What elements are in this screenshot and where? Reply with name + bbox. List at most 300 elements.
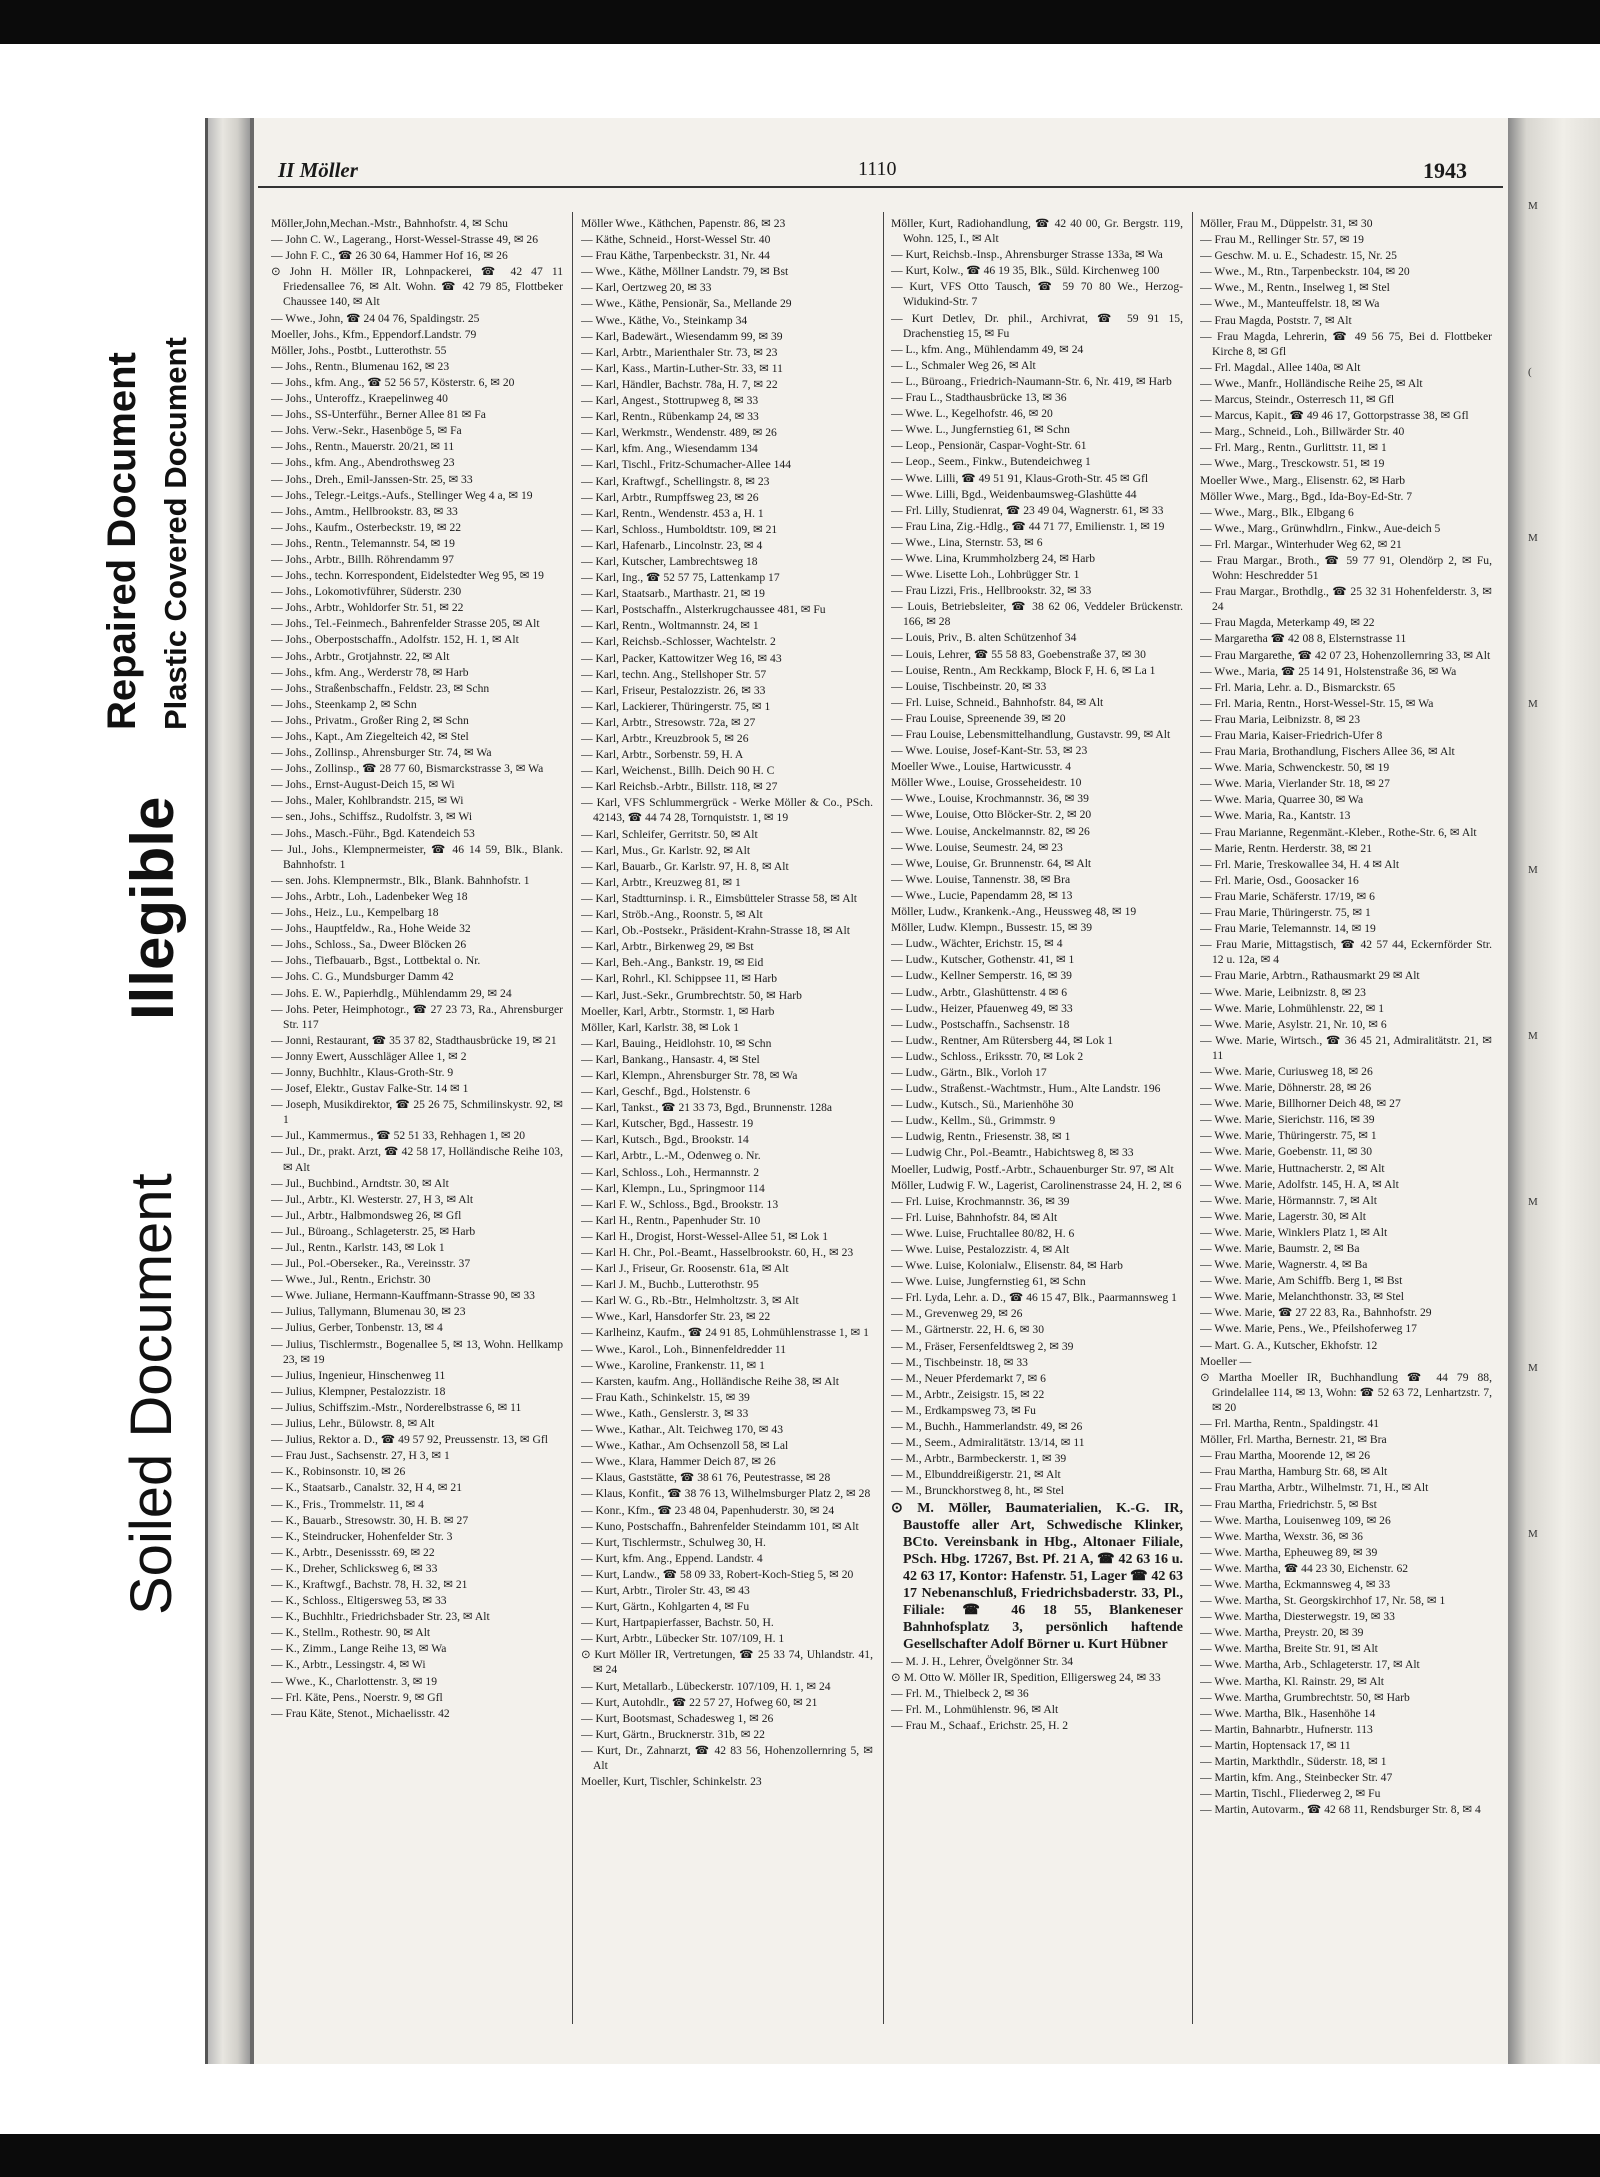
directory-entry: — Kurt, Landw., ☎ 58 09 33, Robert-Koch-Stieg 5, ✉ 20 [581,1567,854,1581]
directory-entry: — Karl, Klempn., Lu., Springmoor 114 [581,1181,765,1195]
directory-entry: — Johs., Lokomotivführer, Süderstr. 230 [271,585,462,599]
directory-entry: — Frau Lizzi, Fris., Hellbrookstr. 32, ✉ 33 [891,584,1092,598]
directory-entry: — Julius, Klempner, Pestalozzistr. 18 [271,1384,446,1398]
directory-entry: — Karl, Staatsarb., Marthastr. 21, ✉ 19 [581,587,765,601]
directory-entry: — Wwe., Lina, Sternstr. 53, ✉ 6 [891,535,1043,549]
directory-entry: — Ludw., Rentner, Am Rütersberg 44, ✉ Lok 1 [891,1033,1114,1047]
directory-entry: — M., Buchh., Hammerlandstr. 49, ✉ 26 [891,1420,1083,1434]
directory-entry: — Frl. Marie, Treskowallee 34, H. 4 ✉ Alt [1200,857,1400,871]
directory-entry: — Johs., Arbtr., Billh. Röhrendamm 97 [271,552,454,566]
directory-entry: — Johs., Amtm., Hellbrookstr. 83, ✉ 33 [271,504,458,518]
directory-entry: — Wwe., Käthe, Möllner Landstr. 79, ✉ Bst [581,265,789,279]
directory-entry: Möller, Johs., Postbt., Lutterothstr. 55 [271,343,447,357]
directory-entry: — Karl, Bauing., Heidlohstr. 10, ✉ Schn [581,1036,772,1050]
directory-entry: Möller Wwe., Marg., Bgd., Ida-Boy-Ed-Str. 7 [1200,489,1413,503]
directory-entry: — Wwe. Marie, Curiusweg 18, ✉ 26 [1200,1064,1373,1078]
directory-entry: — Ludw., Arbtr., Glashüttenstr. 4 ✉ 6 [891,985,1068,999]
directory-entry: — K., Steindrucker, Hohenfelder Str. 3 [271,1529,453,1543]
directory-entry: — Wwe. Luise, Pestalozzistr. 4, ✉ Alt [891,1243,1070,1256]
directory-entry: — Karl, Tischl., Fritz-Schumacher-Allee 144 [581,458,792,472]
directory-entry: — Julius, Schiffszim.-Mstr., Norderelbstrasse 6, ✉ 11 [271,1400,522,1414]
directory-entry: — Wwe. Marie, Winklers Platz 1, ✉ Alt [1200,1225,1388,1239]
directory-entry: — L., Schmaler Weg 26, ✉ Alt [891,358,1036,372]
fragment-letter: M [1528,1528,1538,1540]
directory-entry: — Karl, Reichsb.-Schlosser, Wachtelstr. 2 [581,635,776,649]
directory-entry: — Karl W. G., Rb.-Btr., Helmholtzstr. 3, ✉ Alt [581,1294,799,1308]
directory-entry: — Wwe. Martha, Blk., Hasenhöhe 14 [1200,1706,1376,1720]
directory-entry: — Karl, Rentn., Rübenkamp 24, ✉ 33 [581,410,759,424]
directory-entry: — Frau Maria, Kaiser-Friedrich-Ufer 8 [1200,729,1383,742]
directory-entry: — Karl, techn. Ang., Stellshoper Str. 57 [581,667,767,681]
directory-entry: — Karl, Tankst., ☎ 21 33 73, Bgd., Brunnenstr. 128a [581,1101,833,1115]
directory-entry: — Karl J. M., Buchb., Lutterothstr. 95 [581,1278,759,1292]
directory-entry: — M., Gärtnerstr. 22, H. 6, ✉ 30 [891,1323,1045,1337]
directory-entry: — Wwe. Marie, Wagnerstr. 4, ✉ Ba [1200,1258,1368,1272]
directory-entry: — Johs., kfm. Ang., Abendrothsweg 23 [271,456,455,470]
directory-entry: — M., Brunckhorstweg 8, ht., ✉ Stel [891,1484,1064,1498]
directory-entry: — Johs., Telegr.-Leitgs.-Aufs., Stellinger Weg 4 a, ✉ 19 [271,488,533,502]
directory-entry: — Karl, Lackierer, Thüringerstr. 75, ✉ 1 [581,699,771,713]
directory-entry: — Frl. M., Thielbeck 2, ✉ 36 [891,1686,1029,1700]
directory-entry: — Karl, Ströb.-Ang., Roonstr. 5, ✉ Alt [581,908,763,922]
directory-entry: — M., Fräser, Fersenfeldtsweg 2, ✉ 39 [891,1339,1074,1353]
directory-column-2 [581,216,873,2026]
directory-entry: — Frl. Käte, Pens., Noerstr. 9, ✉ Gfl [271,1690,443,1704]
directory-entry: — Martin, Markthdlr., Süderstr. 18, ✉ 1 [1200,1755,1387,1768]
directory-entry: — Wwe. Luise, Fruchtallee 80/82, H. 6 [891,1226,1075,1240]
directory-entry: — Kuno, Postschaffn., Bahrenfelder Steindamm 101, ✉ Alt [581,1519,859,1533]
directory-entry: — Karl, Arbtr., Sorbenstr. 59, H. A [581,748,744,762]
directory-entry: — Martin, Hoptensack 17, ✉ 11 [1200,1738,1351,1752]
directory-entry: — Jul., Pol.-Oberseker., Ra., Vereinsstr. 37 [271,1257,471,1271]
directory-entry: — Karl F. W., Schloss., Bgd., Brookstr. 13 [581,1197,779,1211]
directory-entry: — K., Robinsonstr. 10, ✉ 26 [271,1465,406,1479]
directory-entry: — Martin, Bahnarbtr., Hufnerstr. 113 [1200,1722,1373,1736]
directory-entry: — Johs., Unteroffz., Kraepelinweg 40 [271,392,448,406]
directory-entry: — Karl, Kass., Martin-Luther-Str. 33, ✉ 11 [581,361,783,375]
directory-entry: — Karl, Bankang., Hansastr. 4, ✉ Stel [581,1052,760,1066]
directory-entry: — Wwe., Manfr., Holländische Reihe 25, ✉ Alt [1200,376,1423,390]
directory-entry: — Karl, Kutscher, Lambrechtsweg 18 [581,554,758,568]
directory-entry: — Karl, Hafenarb., Lincolnstr. 23, ✉ 4 [581,538,763,552]
directory-entry: — Josef, Elektr., Gustav Falke-Str. 14 ✉ 1 [271,1082,469,1096]
directory-entry: — Wwe., K., Charlottenstr. 3, ✉ 19 [271,1674,437,1688]
header-page-number: 1110 [858,158,897,180]
directory-entry: — Karl, Kutsch., Bgd., Brookstr. 14 [581,1133,749,1147]
directory-entry: Moeller, Karl, Arbtr., Stormstr. 1, ✉ Harb [581,1004,775,1018]
directory-entry: — Frau Marie, Schäferstr. 17/19, ✉ 6 [1200,889,1375,903]
fragment-letter: M [1528,864,1538,876]
directory-entry: — Frau Louise, Spreenende 39, ✉ 20 [891,711,1066,725]
directory-entry: — Johs., Hauptfeldw., Ra., Hohe Weide 32 [271,922,471,936]
directory-entry: — Karl H. Chr., Pol.-Beamt., Hasselbrookstr. 60, H., ✉ 23 [581,1246,854,1259]
directory-entry: — Frau Margar., Broth., ☎ 59 77 91, Olendörp 2, ✉ Fu, Wohn: Heschredder 51 [1200,553,1492,583]
directory-entry: — Johs., Rentn., Telemannstr. 54, ✉ 19 [271,536,455,550]
directory-entry: — Ludw., Straßenst.-Wachtmstr., Hum., Alte Landstr. 196 [891,1082,1161,1096]
directory-entry: — Frl. Margar., Winterhuder Weg 62, ✉ 21 [1200,537,1402,551]
directory-entry: — Karl, Arbtr., Marienthaler Str. 73, ✉ 23 [581,345,778,359]
directory-entry: — Frau Maria, Leibnizstr. 8, ✉ 23 [1200,712,1361,726]
directory-entry: — Johs. Peter, Heimphotogr., ☎ 27 23 73, Ra., Ahrensburger Str. 117 [271,1002,563,1031]
directory-entry: — Wwe. Marie, Döhnerstr. 28, ✉ 26 [1200,1081,1372,1095]
directory-entry: — Ludwig, Rentn., Friesenstr. 38, ✉ 1 [891,1130,1071,1144]
directory-entry: — K., Buchhltr., Friedrichsbader Str. 23, ✉ Alt [271,1610,490,1624]
directory-entry: — Frl. Marg., Rentn., Gurlittstr. 11, ✉ 1 [1200,441,1387,455]
directory-entry: Möller, Ludwig F. W., Lagerist, Carolinenstrasse 24, H. 2, ✉ 6 [891,1178,1182,1192]
directory-entry: — K., Schloss., Eltigersweg 53, ✉ 33 [271,1594,447,1608]
directory-entry: — Johs., Dreh., Emil-Janssen-Str. 25, ✉ 33 [271,472,473,486]
fragment-letter: M [1528,1196,1538,1208]
directory-entry: Moeller Wwe., Louise, Hartwicusstr. 4 [891,760,1072,774]
label-repaired-document: Repaired Document [100,352,144,730]
directory-entry: — Frau Marie, Arbtrn., Rathausmarkt 29 ✉ Alt [1200,969,1420,983]
directory-entry: — Julius, Ingenieur, Hinschenweg 11 [271,1368,446,1382]
directory-entry: — Wwe, Louise, Gr. Brunnenstr. 64, ✉ Alt [891,856,1092,870]
directory-entry: — Johs., Straßenbschaffn., Feldstr. 23, ✉ Schn [271,681,490,695]
directory-entry: — Wwe, Louise, Otto Blöcker-Str. 2, ✉ 20 [891,808,1092,822]
directory-entry: — M., Grevenweg 29, ✉ 26 [891,1307,1023,1321]
directory-entry: — Johs., Maler, Kohlbrandstr. 215, ✉ Wi [271,794,464,808]
directory-entry: — Wwe., Karl, Hansdorfer Str. 23, ✉ 22 [581,1310,771,1324]
directory-entry: — Ludw., Wächter, Erichstr. 15, ✉ 4 [891,937,1063,951]
directory-entry: — Kurt Detlev, Dr. phil., Archivrat, ☎ 59 91 15, Drachenstieg 15, ✉ Fu [891,311,1183,340]
directory-entry: — Karl, Kutscher, Bgd., Hassestr. 19 [581,1117,754,1131]
directory-entry: — Wwe. L., Jungfernstieg 61, ✉ Schn [891,423,1070,437]
directory-entry: — Kurt, Tischlermstr., Schulweg 30, H. [581,1535,766,1549]
directory-entry: — Wwe., M., Rentn., Inselweg 1, ✉ Stel [1200,281,1390,295]
directory-entry: — Frl. M., Lohmühlenstr. 96, ✉ Alt [891,1702,1059,1716]
directory-entry: — Karl, Badewärt., Wiesendamm 99, ✉ 39 [581,329,783,343]
directory-entry: — Wwe. Martha, Grumbrechtstr. 50, ✉ Harb [1200,1690,1410,1704]
directory-entry: — Frau Martha, Moorende 12, ✉ 26 [1200,1449,1371,1463]
directory-entry: — Karl, Stadtturninsp. i. R., Eimsbütteler Strasse 58, ✉ Alt [581,891,858,905]
directory-entry: — Johs. Verw.-Sekr., Hasenböge 5, ✉ Fa [271,424,462,438]
directory-entry: — Frau Käte, Stenot., Michaelisstr. 42 [271,1706,450,1720]
directory-entry: — Kurt, Reichsb.-Insp., Ahrensburger Strasse 133a, ✉ Wa [891,248,1163,262]
directory-entry: — Frau L., Stadthausbrücke 13, ✉ 36 [891,391,1067,405]
directory-entry: — Johs., Heiz., Lu., Kempelbarg 18 [271,906,439,920]
directory-entry: — Joseph, Musikdirektor, ☎ 25 26 75, Schmilinskystr. 92, ✉ 1 [271,1098,563,1127]
running-head [258,158,1503,188]
directory-entry: — Wwe., Kathar., Alt. Teichweg 170, ✉ 43 [581,1423,783,1437]
directory-entry: — Frau Marianne, Regenmänt.-Kleber., Rothe-Str. 6, ✉ Alt [1200,825,1477,839]
directory-entry: — Karl, Geschf., Bgd., Holstenstr. 6 [581,1085,751,1099]
directory-entry: Möller, Karl, Karlstr. 38, ✉ Lok 1 [581,1020,740,1034]
directory-entry: — Louis, Betriebsleiter, ☎ 38 62 06, Veddeler Brückenstr. 166, ✉ 28 [891,600,1183,629]
directory-entry: — Frl. Magdal., Allee 140a, ✉ Alt [1200,360,1361,374]
directory-entry: — Frau Marie, Mittagstisch, ☎ 42 57 44, Eckernförder Str. 12 u. 12a, ✉ 4 [1200,938,1492,967]
directory-entry: — Frau Maria, Brothandlung, Fischers Allee 36, ✉ Alt [1200,745,1455,759]
directory-entry: — Frau Kath., Schinkelstr. 15, ✉ 39 [581,1390,750,1404]
header-name-range: II Möller [278,158,358,182]
directory-entry: — Frl. Luise, Schneid., Bahnhofstr. 84, ✉ Alt [891,695,1104,709]
directory-entry: — Leop., Pensionär, Caspar-Voght-Str. 61 [891,439,1087,453]
directory-entry: — Jul., Johs., Klempnermeister, ☎ 46 14 59, Blk., Blank. Bahnhofstr. 1 [271,842,563,871]
directory-entry: — Wwe., Karoline, Frankenstr. 11, ✉ 1 [581,1358,765,1372]
directory-entry: — Johs., techn. Korrespondent, Eidelstedter Weg 95, ✉ 19 [271,569,544,583]
directory-entry: — Wwe. Marie, Adolfstr. 145, H. A, ✉ Alt [1200,1177,1399,1191]
directory-entry: — Wwe. Louise, Josef-Kant-Str. 53, ✉ 23 [891,744,1088,758]
directory-entry: — Kurt, Gärtn., Kohlgarten 4, ✉ Fu [581,1600,750,1614]
directory-entry: — Frau Just., Sachsenstr. 27, H 3, ✉ 1 [271,1449,450,1463]
directory-entry: — M., Tischbeinstr. 18, ✉ 33 [891,1355,1028,1369]
directory-entry: — Frau Martha, Arbtr., Wilhelmstr. 71, H., ✉ Alt [1200,1481,1429,1495]
column-rule [883,212,884,2024]
directory-entry: ⊙ M. Möller, Baumaterialien, K.-G. IR, Baustoffe aller Art, Schwedische Klinker, BCto. Vereinsbank in Hbg., Altonaer Filiale, PSch. Hbg. 17267, Bst. Pf. 21 A, ☎ 42 63 16 u. 42 63 17, Kontor: Hafenstr. 51, Lager ☎ 42 63 17 Nebenanschluß, Friedrichsbaderstr. 33, Pl., Filiale: ☎ 46 18 55, Blankeneser Bahnhofsplatz 3, persönlich haftende Gesellschafter Adolf Börner u. Kurt Hübner [891,1500,1183,1652]
directory-entry: — Wwe., Käthe, Vo., Steinkamp 34 [581,313,748,327]
directory-entry: — Kurt, Kolw., ☎ 46 19 35, Blk., Süld. Kirchenweg 100 [891,264,1160,278]
directory-entry: — Karl, Arbtr., Rumpffsweg 23, ✉ 26 [581,490,759,504]
directory-entry: — Karl, Arbtr., Kreuzbrook 5, ✉ 26 [581,732,749,745]
directory-entry: — Ludw., Kutscher, Gothenstr. 41, ✉ 1 [891,953,1075,967]
directory-entry: Möller Wwe., Louise, Grosseheidestr. 10 [891,776,1082,790]
directory-entry: — Kurt, Arbtr., Tiroler Str. 43, ✉ 43 [581,1583,750,1597]
scanned-directory-page [205,118,1600,2064]
directory-entry: — Wwe. Martha, Wexstr. 36, ✉ 36 [1200,1529,1363,1543]
directory-entry: Möller, Kurt, Radiohandlung, ☎ 42 40 00, Gr. Bergstr. 119, Wohn. 125, I., ✉ Alt [891,217,1183,246]
directory-entry: — Wwe. Marie, Thüringerstr. 75, ✉ 1 [1200,1129,1377,1143]
directory-entry: — Marie, Rentn. Herderstr. 38, ✉ 21 [1200,841,1372,855]
directory-entry: — Karl, Klempn., Ahrensburger Str. 78, ✉ Wa [581,1068,798,1082]
directory-entry: — Frl. Martha, Rentn., Spaldingstr. 41 [1200,1417,1380,1431]
directory-entry: — Karl, Mus., Gr. Karlstr. 92, ✉ Alt [581,843,751,857]
directory-entry: — Ludw., Kellner Semperstr. 16, ✉ 39 [891,969,1072,983]
directory-entry: — Johs., Tel.-Feinmech., Bahrenfelder Strasse 205, ✉ Alt [271,617,540,631]
directory-entry: — Wwe., Marg., Grünwhdlrn., Finkw., Aue-deich 5 [1200,521,1441,535]
directory-entry: — Karl Reichsb.-Arbtr., Billstr. 118, ✉ 27 [581,780,778,794]
directory-entry: — Marcus, Kapit., ☎ 49 46 17, Gottorpstrasse 38, ✉ Gfl [1200,409,1469,423]
directory-entry: — K., Arbtr., Desenissstr. 69, ✉ 22 [271,1545,435,1559]
directory-entry: — Wwe., Käthe, Pensionär, Sa., Mellande 29 [581,297,792,311]
directory-entry: — Johs., Privatm., Großer Ring 2, ✉ Schn [271,713,469,727]
directory-entry: — Louise, Tischbeinstr. 20, ✉ 33 [891,679,1047,693]
directory-entry: — sen. Johs. Klempnermstr., Blk., Blank. Bahnhofstr. 1 [271,873,530,887]
directory-entry: — Wwe. Lina, Krummholzberg 24, ✉ Harb [891,551,1096,565]
directory-entry: — Wwe. Marie, Lagerstr. 30, ✉ Alt [1200,1209,1366,1223]
directory-entry: — Wwe., Louise, Krochmannstr. 36, ✉ 39 [891,792,1089,806]
page-binding [208,118,250,2064]
directory-entry: — Johs. C. G., Mundsburger Damm 42 [271,970,454,984]
directory-entry: — Wwe. Lilli, Bgd., Weidenbaumsweg-Glashütte 44 [891,487,1137,501]
fragment-letter: ( [1528,366,1532,378]
directory-entry: — Geschw. M. u. E., Schadestr. 15, Nr. 25 [1200,249,1397,263]
directory-entry: — Karl, Ing., ☎ 52 57 75, Lattenkamp 17 [581,571,780,585]
directory-entry: — Karl, Friseur, Pestalozzistr. 26, ✉ 33 [581,683,766,697]
directory-entry: — Frau Marie, Thüringerstr. 75, ✉ 1 [1200,906,1371,920]
directory-entry: — Wwe. Maria, Vierlander Str. 18, ✉ 27 [1200,777,1390,791]
directory-entry: — Wwe. Marie, Lohmühlenstr. 22, ✉ 1 [1200,1001,1385,1015]
directory-entry: — Kurt, Bootsmast, Schadesweg 1, ✉ 26 [581,1711,774,1725]
directory-entry: — Karl, Rentn., Wendenstr. 453 a, H. 1 [581,506,764,520]
directory-entry: — Wwe., Jul., Rentn., Erichstr. 30 [271,1273,431,1287]
directory-entry: — Frau Margarethe, ☎ 42 07 23, Hohenzollernring 33, ✉ Alt [1200,648,1491,662]
directory-entry: — Johs., kfm. Ang., ☎ 52 56 57, Kösterstr. 6, ✉ 20 [271,375,515,389]
directory-entry: Möller Wwe., Käthchen, Papenstr. 86, ✉ 23 [581,217,786,230]
directory-entry: — Jul., Buchbind., Arndtstr. 30, ✉ Alt [271,1176,449,1190]
directory-entry: — Kurt, Arbtr., Lübecker Str. 107/109, H. 1 [581,1632,785,1646]
directory-entry: — Karl, Schloss., Humboldtstr. 109, ✉ 21 [581,522,778,536]
directory-entry: — Klaus, Konfit., ☎ 38 76 13, Wilhelmsburger Platz 2, ✉ 28 [581,1487,871,1501]
directory-entry: Moeller, Ludwig, Postf.-Arbtr., Schauenburger Str. 97, ✉ Alt [891,1162,1174,1176]
directory-entry: — L., Büroang., Friedrich-Naumann-Str. 6, Nr. 419, ✉ Harb [891,374,1172,388]
directory-entry: — Wwe. Maria, Quarree 30, ✉ Wa [1200,793,1364,807]
directory-entry: — Karl, Ob.-Postsekr., Präsident-Krahn-Strasse 18, ✉ Alt [581,924,850,938]
directory-entry: — Karl, Kraftwgf., Schellingstr. 8, ✉ 23 [581,474,770,488]
directory-entry: — Klaus, Gaststätte, ☎ 38 61 76, Peutestrasse, ✉ 28 [581,1471,831,1485]
directory-entry: — Kurt, kfm. Ang., Eppend. Landstr. 4 [581,1551,763,1565]
directory-entry: — Wwe., Kath., Genslerstr. 3, ✉ 33 [581,1406,749,1420]
directory-entry: — Karl, Beh.-Ang., Bankstr. 19, ✉ Eid [581,956,764,970]
directory-entry: — Wwe. Maria, Ra., Kantstr. 13 [1200,809,1351,823]
directory-entry: ⊙ Martha Moeller IR, Buchhandlung ☎ 44 79 88, Grindelallee 114, ✉ 13, Wohn: ☎ 52 63 72, Lenhartzstr. 7, ✉ 20 [1200,1370,1492,1414]
directory-column-3 [891,216,1183,2026]
directory-entry: — Johs., Kaufm., Osterbeckstr. 19, ✉ 22 [271,520,462,534]
directory-entry: — Wwe., Karol., Loh., Binnenfeldredder 11 [581,1342,787,1356]
directory-entry: — L., kfm. Ang., Mühlendamm 49, ✉ 24 [891,342,1084,356]
directory-entry: — John C. W., Lagerang., Horst-Wessel-Strasse 49, ✉ 26 [271,233,539,247]
directory-entry: — Wwe., Marg., Tresckowstr. 51, ✉ 19 [1200,457,1385,471]
directory-entry: — Frl. Maria, Rentn., Horst-Wessel-Str. 15, ✉ Wa [1200,696,1434,710]
directory-entry: — Margaretha ☎ 42 08 8, Elsternstrasse 11 [1200,632,1407,646]
directory-entry: — Wwe. Louise, Anckelmannstr. 82, ✉ 26 [891,824,1090,838]
directory-entry: — Karl, Packer, Kattowitzer Weg 16, ✉ 43 [581,651,782,665]
directory-entry: — Johs., Rentn., Blumenau 162, ✉ 23 [271,359,450,373]
directory-entry: Moeller — [1200,1354,1252,1368]
directory-entry: — Wwe. Marie, Wirtsch., ☎ 36 45 21, Admiralitätstr. 21, ✉ 11 [1200,1033,1492,1062]
directory-entry: — Wwe., Marg., Blk., Elbgang 6 [1200,505,1354,519]
directory-entry: — Karl, Arbtr., Birkenweg 29, ✉ Bst [581,940,754,954]
directory-entry: — Frl. Lyda, Lehr. a. D., ☎ 46 15 47, Blk., Paarmannsweg 1 [891,1291,1177,1305]
scan-bottom-band [0,2134,1600,2177]
directory-entry: — K., Stellm., Rothestr. 90, ✉ Alt [271,1626,431,1640]
directory-entry: — Karl, Just.-Sekr., Grumbrechtstr. 50, ✉ Harb [581,988,802,1002]
directory-entry: — K., Fris., Trommelstr. 11, ✉ 4 [271,1497,424,1511]
directory-entry: — Frau Magda, Meterkamp 49, ✉ 22 [1200,616,1375,630]
fragment-letter: M [1528,532,1538,544]
directory-entry: — Frau Marie, Telemannstr. 14, ✉ 19 [1200,922,1376,936]
directory-entry: — Johs., Masch.-Führ., Bgd. Katendeich 53 [271,826,475,840]
directory-entry: — Kurt, Metallarb., Lübeckerstr. 107/109, H. 1, ✉ 24 [581,1679,831,1693]
directory-entry: — Johs., Kapt., Am Ziegelteich 42, ✉ Stel [271,730,469,743]
directory-entry: — Ludw., Heizer, Pfauenweg 49, ✉ 33 [891,1001,1073,1015]
directory-entry: — K., Arbtr., Lessingstr. 4, ✉ Wi [271,1658,426,1672]
next-page-fragment [1528,198,1588,1698]
directory-entry: — Wwe., Klara, Hammer Deich 87, ✉ 26 [581,1455,776,1469]
directory-entry: — Konr., Kfm., ☎ 23 48 04, Papenhuderstr. 30, ✉ 24 [581,1503,835,1517]
directory-entry: — M., Neuer Pferdemarkt 7, ✉ 6 [891,1371,1046,1385]
directory-entry: — Leop., Seem., Finkw., Butendeichweg 1 [891,455,1091,469]
directory-entry: — Johs., kfm. Ang., Werderstr 78, ✉ Harb [271,665,469,679]
directory-entry: — Jul., Büroang., Schlageterstr. 25, ✉ Harb [271,1224,476,1238]
directory-entry: — Wwe. Luise, Kolonialw., Elisenstr. 84, ✉ Harb [891,1259,1123,1273]
directory-entry: — Wwe. Lisette Loh., Lohbrügger Str. 1 [891,568,1080,582]
directory-entry: Moeller, Kurt, Tischler, Schinkelstr. 23 [581,1775,762,1789]
directory-entry: — Ludw., Kutsch., Sü., Marienhöhe 30 [891,1098,1074,1112]
directory-entry: — Wwe. Marie, Billhorner Deich 48, ✉ 27 [1200,1097,1401,1111]
directory-entry: — Frau Martha, Friedrichstr. 5, ✉ Bst [1200,1497,1377,1511]
directory-entry: — Wwe. Marie, Hörmannstr. 7, ✉ Alt [1200,1193,1377,1207]
directory-entry: — Mart. G. A., Kutscher, Ekhofstr. 12 [1200,1338,1378,1352]
directory-entry: — Kurt, Dr., Zahnarzt, ☎ 42 83 56, Hohenzollernring 5, ✉ Alt [581,1743,873,1772]
directory-entry: — Karl, Rohrl., Kl. Schippsee 11, ✉ Harb [581,972,778,986]
directory-entry: — K., Kraftwgf., Bachstr. 78, H. 32, ✉ 21 [271,1577,468,1591]
directory-entry: — Käthe, Schneid., Horst-Wessel Str. 40 [581,233,771,247]
directory-entry: — Julius, Gerber, Tonbenstr. 13, ✉ 4 [271,1321,443,1335]
directory-entry: — Frau Martha, Hamburg Str. 68, ✉ Alt [1200,1465,1388,1479]
directory-entry: — Karl, Arbtr., Kreuzweg 81, ✉ 1 [581,875,741,889]
directory-entry: — M., Elbunddreißigerstr. 21, ✉ Alt [891,1468,1061,1482]
scan-top-band [0,0,1600,44]
directory-entry: — Karl, Schloss., Loh., Hermannstr. 2 [581,1165,760,1179]
directory-entry: — Wwe. Martha, Breite Str. 91, ✉ Alt [1200,1642,1378,1656]
directory-entry: — K., Bauarb., Stresowstr. 30, H. B. ✉ 27 [271,1513,469,1527]
directory-entry: — Karl, VFS Schlummergrück - Werke Möller & Co., PSch. 42143, ☎ 44 74 28, Tornquiststr. 1, ✉ 19 [581,796,873,825]
directory-entry: — John F. C., ☎ 26 30 64, Hammer Hof 16, ✉ 26 [271,249,508,263]
directory-entry: — M., Arbtr., Barmbeckerstr. 1, ✉ 39 [891,1452,1067,1466]
label-illegible: Illegible [119,796,186,1020]
directory-entry: — Frl. Maria, Lehr. a. D., Bismarckstr. 65 [1200,680,1396,694]
directory-entry: — Johs., Oberpostschaffn., Adolfstr. 152, H. 1, ✉ Alt [271,633,519,647]
directory-entry: ⊙ John H. Möller IR, Lohnpackerei, ☎ 42 47 11 Friedensallee 76, ✉ Alt. Wohn. ☎ 42 79 85, Flottbeker Chaussee 140, ✉ Alt [271,265,563,309]
directory-entry: — Jul., Rentn., Karlstr. 143, ✉ Lok 1 [271,1241,445,1254]
directory-entry: ⊙ Kurt Möller IR, Vertretungen, ☎ 25 33 74, Uhlandstr. 41, ✉ 24 [581,1648,873,1677]
directory-entry: — Wwe. Marie, Pens., We., Pfeilshoferweg 17 [1200,1322,1417,1336]
directory-entry: — Julius, Tischlermstr., Bogenallee 5, ✉ 13, Wohn. Hellkamp 23, ✉ 19 [271,1337,563,1366]
directory-entry: — Frau Louise, Lebensmittelhandlung, Gustavstr. 99, ✉ Alt [891,728,1171,741]
directory-entry: — Wwe. Louise, Tannenstr. 38, ✉ Bra [891,872,1071,886]
directory-entry: — Ludw., Postschaffn., Sachsenstr. 18 [891,1017,1070,1031]
directory-entry: — Frau Käthe, Tarpenbeckstr. 31, Nr. 44 [581,249,770,263]
directory-entry: — Wwe. Marie, Huttnacherstr. 2, ✉ Alt [1200,1161,1385,1175]
directory-entry: — Wwe. Marie, ☎ 27 22 83, Ra., Bahnhofstr. 29 [1200,1306,1432,1320]
directory-entry: — Karl H., Drogist, Horst-Wessel-Allee 51, ✉ Lok 1 [581,1229,829,1243]
header-year: 1943 [1423,158,1467,183]
directory-entry: — Karl, kfm. Ang., Wiesendamm 134 [581,442,758,456]
directory-entry: — M. J. H., Lehrer, Övelgönner Str. 34 [891,1654,1074,1668]
directory-entry: — Marcus, Steindr., Osterresch 11, ✉ Gfl [1200,393,1395,407]
directory-entry: — Johs., Arbtr., Loh., Ladenbeker Weg 18 [271,889,468,903]
directory-entry: — Kurt, Autohdlr., ☎ 22 57 27, Hofweg 60, ✉ 21 [581,1695,818,1709]
directory-entry: — Martin, Autovarm., ☎ 42 68 11, Rendsburger Str. 8, ✉ 4 [1200,1803,1481,1817]
directory-entry: — Wwe. Luise, Jungfernstieg 61, ✉ Schn [891,1275,1086,1289]
directory-entry: — Wwe., Maria, ☎ 25 14 91, Holstenstraße 36, ✉ Wa [1200,664,1457,678]
directory-entry: — Jonny Ewert, Ausschläger Allee 1, ✉ 2 [271,1049,467,1063]
directory-entry: — Julius, Rektor a. D., ☎ 49 57 92, Preussenstr. 13, ✉ Gfl [271,1433,548,1447]
directory-entry: — Julius, Lehr., Bülowstr. 8, ✉ Alt [271,1417,435,1431]
directory-entry: — Karl, Händler, Bachstr. 78a, H. 7, ✉ 22 [581,377,778,391]
directory-entry: — Louis, Lehrer, ☎ 55 58 83, Goebenstraße 37, ✉ 30 [891,647,1146,661]
directory-entry: — Karl, Postschaffn., Alsterkrugchaussee 481, ✉ Fu [581,603,826,617]
directory-entry: — M., Erdkampsweg 73, ✉ Fu [891,1403,1036,1417]
directory-entry: — Johs., Zollinsp., ☎ 28 77 60, Bismarckstrasse 3, ✉ Wa [271,762,544,776]
directory-entry: — sen., Johs., Schiffsz., Rudolfstr. 3, ✉ Wi [271,810,473,824]
directory-entry: — Wwe. Marie, Asylstr. 21, Nr. 10, ✉ 6 [1200,1017,1387,1031]
directory-entry: Moeller Wwe., Marg., Elisenstr. 62, ✉ Harb [1200,473,1406,487]
directory-entry: — Wwe. Martha, Preystr. 20, ✉ 39 [1200,1626,1364,1640]
directory-entry: — K., Zimm., Lange Reihe 13, ✉ Wa [271,1642,447,1656]
directory-entry: — Ludw., Kellm., Sü., Grimmstr. 9 [891,1114,1056,1128]
directory-entry: — Ludwig Chr., Pol.-Beamtr., Habichtsweg 8, ✉ 33 [891,1146,1134,1160]
directory-entry: — Jonny, Buchhltr., Klaus-Groth-Str. 9 [271,1065,454,1079]
fragment-letter: M [1528,1362,1538,1374]
directory-entry: — Ludw., Schloss., Eriksstr. 70, ✉ Lok 2 [891,1049,1084,1063]
directory-entry: — Johs., Arbtr., Grotjahnstr. 22, ✉ Alt [271,649,450,663]
directory-entry: — Frau Magda, Lehrerin, ☎ 49 56 75, Bei d. Flottbeker Kirche 8, ✉ Gfl [1200,329,1492,358]
directory-entry: — Karl J., Friseur, Gr. Roosenstr. 61a, ✉ Alt [581,1262,789,1276]
directory-entry: — Wwe. L., Kegelhofstr. 46, ✉ 20 [891,407,1053,421]
directory-entry: — Kurt, Gärtn., Brucknerstr. 31b, ✉ 22 [581,1727,765,1741]
directory-entry: — Wwe. Marie, Am Schiffb. Berg 1, ✉ Bst [1200,1274,1403,1288]
